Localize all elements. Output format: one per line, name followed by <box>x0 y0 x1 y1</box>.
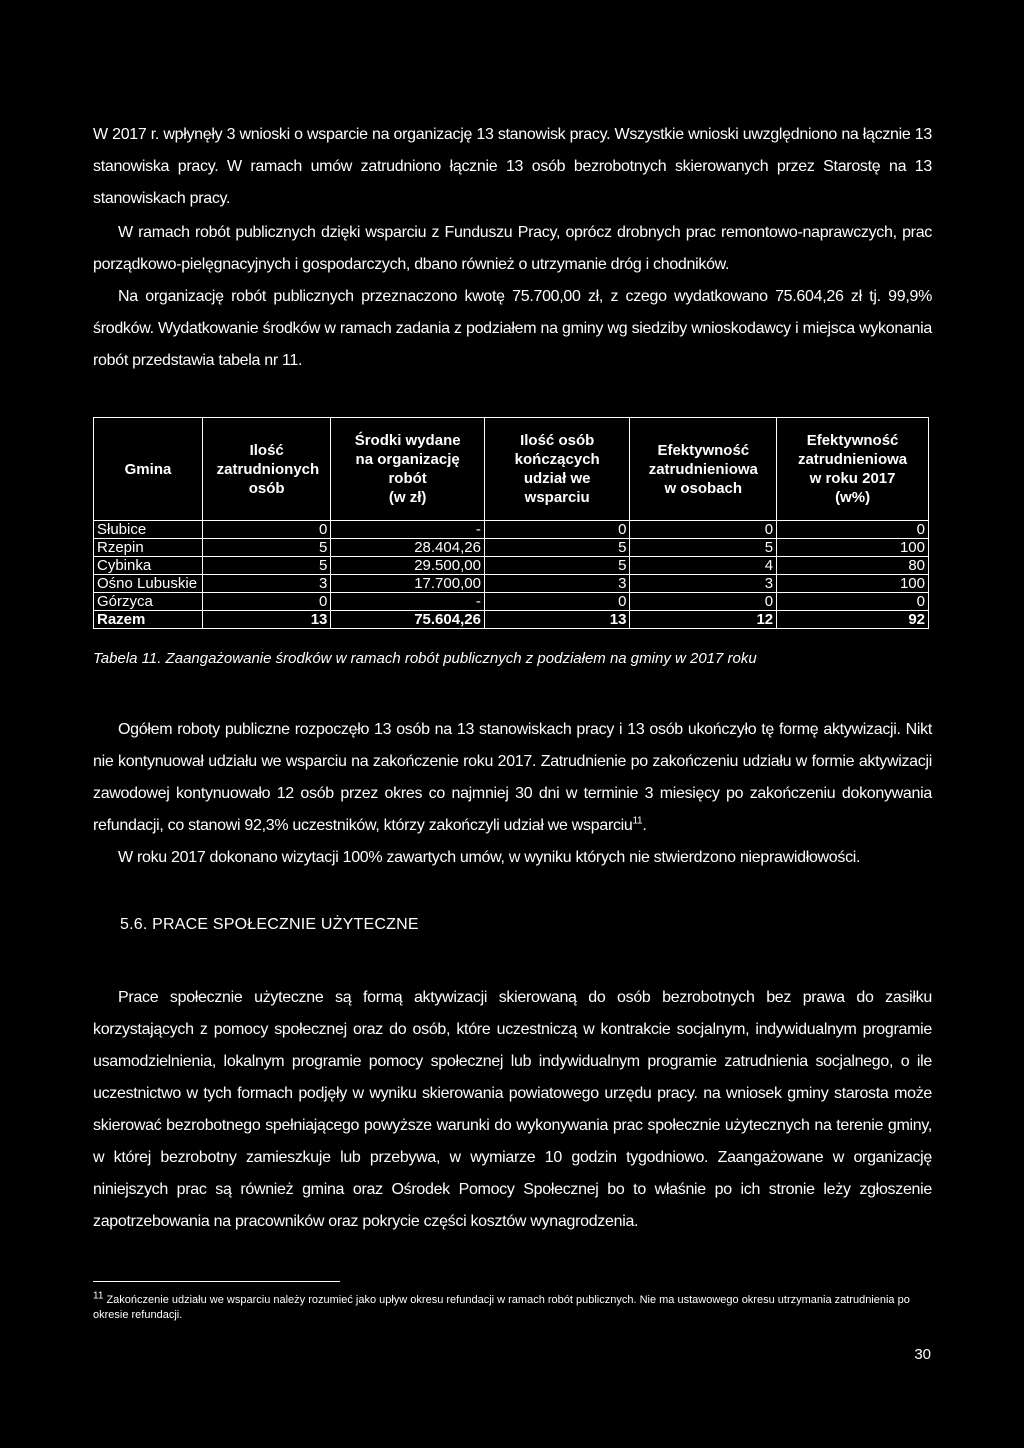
cell-completed: 0 <box>484 593 630 611</box>
page-number: 30 <box>914 1346 931 1363</box>
cell-employed: 0 <box>202 521 330 539</box>
table-row <box>94 575 929 593</box>
cell-completed: 5 <box>484 557 630 575</box>
cell-total-efficiency-percent: 92 <box>777 611 929 629</box>
cell-gmina: Górzyca <box>94 593 203 611</box>
header-completed: Ilość osób kończących udział we wsparciu <box>484 418 630 521</box>
cell-gmina: Słubice <box>94 521 203 539</box>
cell-employed: 3 <box>202 575 330 593</box>
cell-funds: 28.404,26 <box>331 539 485 557</box>
cell-employed: 0 <box>202 593 330 611</box>
header-employed: Ilość zatrudnionych osób <box>202 418 330 521</box>
footnote-divider <box>93 1281 340 1282</box>
header-gmina: Gmina <box>94 418 203 521</box>
header-efficiency-persons: Efektywność zatrudnieniowa w osobach <box>630 418 777 521</box>
cell-total-completed: 13 <box>484 611 630 629</box>
table-row <box>94 539 929 557</box>
table-header-row <box>94 418 929 521</box>
cell-efficiency-persons: 4 <box>630 557 777 575</box>
cell-completed: 3 <box>484 575 630 593</box>
cell-gmina: Cybinka <box>94 557 203 575</box>
header-funds: Środki wydane na organizację robót (w zł) <box>331 418 485 521</box>
cell-efficiency-percent: 100 <box>777 539 929 557</box>
paragraph-funding: Na organizację robót publicznych przeznaczono kwotę 75.700,00 zł, z czego wydatkowano 75.604,26 zł tj. 99,9% środków. Wydatkowanie środków w ramach zadania z podziałem na gminy wg siedziby wnioskodawcy i miejsca wykonania robót przedstawia tabela nr 11. <box>93 288 932 369</box>
cell-total-label: Razem <box>94 611 203 629</box>
cell-total-funds: 75.604,26 <box>331 611 485 629</box>
section-heading: 5.6. PRACE SPOŁECZNIE UŻYTECZNE <box>120 916 419 933</box>
cell-completed: 0 <box>484 521 630 539</box>
table-caption: Tabela 11. Zaangażowanie środków w ramach robót publicznych z podziałem na gminy w 2017 roku <box>93 650 757 667</box>
cell-funds: 17.700,00 <box>331 575 485 593</box>
cell-efficiency-percent: 0 <box>777 593 929 611</box>
paragraph-applications: W 2017 r. wpłynęły 3 wnioski o wsparcie na organizację 13 stanowisk pracy. Wszystkie wnioski uwzględniono na łącznie 13 stanowiska pracy. W ramach umów zatrudniono łącznie 13 osób bezrobotnych skierowanych przez Starostę na 13 stanowiskach pracy. <box>93 126 932 207</box>
cell-funds: - <box>331 593 485 611</box>
cell-total-employed: 13 <box>202 611 330 629</box>
footnote-mark: 11 <box>93 1290 104 1302</box>
table-total-row <box>94 611 929 629</box>
paragraph-public-works: W ramach robót publicznych dzięki wsparciu z Funduszu Pracy, oprócz drobnych prac remontowo-naprawczych, prac porządkowo-pielęgnacyjnych i gospodarczych, dbano również o utrzymanie dróg i chodników. <box>93 224 932 273</box>
paragraph-outcomes: Ogółem roboty publiczne rozpoczęło 13 osób na 13 stanowiskach pracy i 13 osób ukończyło tę formę aktywizacji. Nikt nie kontynuował udziału we wsparciu na zakończenie roku 2017. Zatrudnienie po zakończeniu udziału w formie aktywizacji zawodowej kontynuowało 12 osób przez okres co najmniej 30 dni w terminie 3 miesięcy po zakończeniu dokonywania refundacji, co stanowi 92,3% uczestników, którzy zakończyli udział we wsparciu$^{11}$. <box>93 721 932 834</box>
cell-efficiency-percent: 0 <box>777 521 929 539</box>
cell-efficiency-percent: 80 <box>777 557 929 575</box>
footnote-reference[interactable]: 11 <box>632 815 643 827</box>
cell-total-efficiency-persons: 12 <box>630 611 777 629</box>
cell-gmina: Ośno Lubuskie <box>94 575 203 593</box>
table-row <box>94 557 929 575</box>
cell-efficiency-persons: 0 <box>630 593 777 611</box>
data-table <box>93 417 929 629</box>
cell-funds: 29.500,00 <box>331 557 485 575</box>
cell-efficiency-persons: 3 <box>630 575 777 593</box>
cell-funds: - <box>331 521 485 539</box>
cell-efficiency-persons: 5 <box>630 539 777 557</box>
footnote: $^{11}$ Zakończenie udziału we wsparciu należy rozumieć jako upływ okresu refundacji w ramach robót publicznych. Nie ma ustawowego okresu utrzymania zatrudnienia po okresie refundacji. <box>93 1290 910 1321</box>
header-efficiency-percent: Efektywność zatrudnieniowa w roku 2017 (w%) <box>777 418 929 521</box>
table-row <box>94 521 929 539</box>
table-row <box>94 593 929 611</box>
cell-employed: 5 <box>202 539 330 557</box>
paragraph-inspections: W roku 2017 dokonano wizytacji 100% zawartych umów, w wyniku których nie stwierdzono nieprawidłowości. <box>118 849 861 866</box>
cell-efficiency-percent: 100 <box>777 575 929 593</box>
cell-employed: 5 <box>202 557 330 575</box>
cell-efficiency-persons: 0 <box>630 521 777 539</box>
cell-gmina: Rzepin <box>94 539 203 557</box>
cell-completed: 5 <box>484 539 630 557</box>
paragraph-social-work: Prace społecznie użyteczne są formą aktywizacji skierowaną do osób bezrobotnych bez prawa do zasiłku korzystających z pomocy społecznej oraz do osób, które uczestniczą w kontrakcie socjalnym, indywidualnym programie usamodzielnienia, lokalnym programie pomocy społecznej lub indywidualnym programie zatrudnienia socjalnego, o ile uczestnictwo w tych formach podjęły w wyniku skierowania powiatowego urzędu pracy. na wniosek gminy starosta może skierować bezrobotnego spełniającego powyższe warunki do wykonywania prac społecznie użytecznych na terenie gminy, w której bezrobotny zamieszkuje lub przebywa, w wymiarze 10 godzin tygodniowo. Zaangażowane w organizację niniejszych prac są również gmina oraz Ośrodek Pomocy Społecznej bo to właśnie po ich stronie leży zgłoszenie zapotrzebowania na pracowników oraz pokrycie części kosztów wynagrodzenia. <box>93 989 932 1230</box>
